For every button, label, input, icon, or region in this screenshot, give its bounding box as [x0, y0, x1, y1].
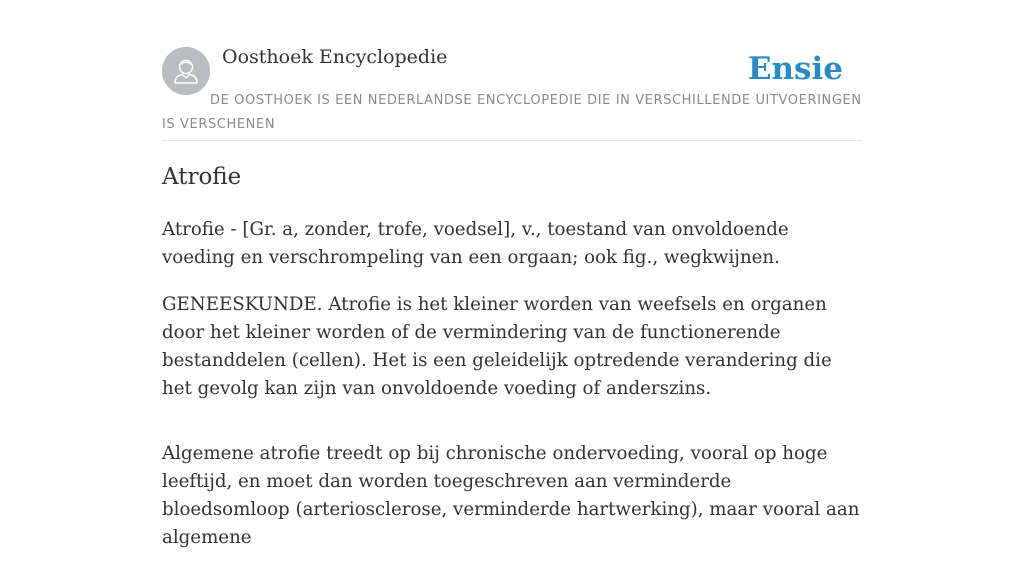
- source-title[interactable]: Oosthoek Encyclopedie: [222, 46, 448, 68]
- article-paragraph: Algemene atrofie treedt op bij chronische ondervoeding, vooral op hoge leeftijd, en moet dan worden toegeschreven aan verminderde bloedsomloop (arteriosclerose, verminderde hartwerking), maar vooral aan algemene: [162, 443, 860, 548]
- page: [162, 0, 862, 548]
- source-description: DE OOSTHOEK IS EEN NEDERLANDSE ENCYCLOPEDIE DIE IN VERSCHILLENDE UITVOERINGEN IS VERSCHENEN: [162, 93, 862, 132]
- brand-logo[interactable]: Ensie: [747, 51, 843, 87]
- article-paragraph: GENEESKUNDE. Atrofie is het kleiner worden van weefsels en organen door het kleiner worden of de vermindering van de functionerende bestanddelen (cellen). Het is een geleidelijk optredende verandering die het gevolg kan zijn van onvoldoende voeding of anderszins.: [162, 294, 832, 399]
- avatar[interactable]: [162, 47, 210, 95]
- article-body: [162, 216, 862, 571]
- source-header: [162, 0, 862, 141]
- user-icon: [162, 47, 210, 95]
- article-paragraph: Atrofie - [Gr. a, zonder, trofe, voedsel], v., toestand van onvoldoende voeding en verschrompeling van een orgaan; ook fig., wegkwijnen.: [162, 219, 789, 268]
- article-title: Atrofie: [162, 164, 242, 190]
